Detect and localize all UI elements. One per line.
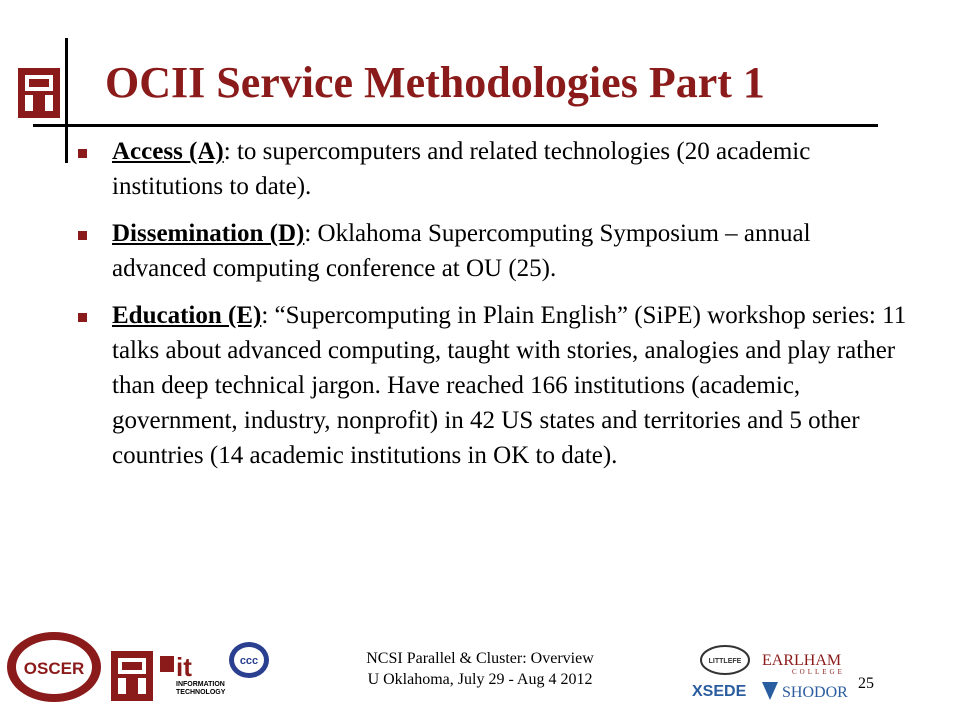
footer-line-2: U Oklahoma, July 29 - Aug 4 2012 [367, 671, 593, 688]
xsede-logo-text: XSEDE [692, 683, 747, 700]
ccc-logo-text: ccc [239, 655, 259, 667]
bullet-text: : to supercomputers and related technologies (20 academic institutions to date). [112, 138, 811, 200]
bullet-term: Dissemination (D) [112, 220, 305, 247]
slide-title: OCII Service Methodologies Part 1 [105, 58, 765, 107]
littlefe-logo-icon [700, 645, 750, 675]
xsede-logo-icon [690, 678, 760, 704]
bullet-list [78, 134, 908, 485]
it-logo-text-2: TECHNOLOGY [176, 689, 226, 696]
littlefe-logo-text: LITTLEFE [708, 658, 742, 665]
footer-caption [330, 648, 630, 690]
shodor-logo-icon [760, 678, 850, 704]
bullet-text: : Oklahoma Supercomputing Symposium – annual advanced computing conference at OU (25). [112, 220, 811, 282]
shodor-logo-text: SHODOR [782, 684, 848, 701]
ou-logo-icon [16, 66, 62, 120]
bullet-education [78, 298, 908, 473]
bullet-marker [78, 313, 87, 322]
earlham-logo-subtext: COLLEGE [792, 668, 845, 676]
bullet-dissemination [78, 216, 908, 286]
page-number: 25 [858, 675, 874, 692]
oscer-logo-icon [5, 630, 103, 704]
ou-footer-logo-icon [110, 650, 154, 702]
svg-text:it: it [176, 652, 192, 682]
bullet-marker [78, 149, 87, 158]
earlham-logo-text: EARLHAM [762, 652, 842, 669]
oscer-logo-text: OSCER [23, 659, 85, 678]
horizontal-rule [33, 124, 878, 127]
bullet-term: Access (A) [112, 138, 224, 165]
bullet-term: Education (E) [112, 302, 262, 329]
vertical-rule [65, 38, 68, 163]
it-logo-text-1: INFORMATION [176, 681, 225, 688]
footer-line-1: NCSI Parallel & Cluster: Overview [366, 650, 594, 667]
bullet-marker [78, 231, 87, 240]
bullet-access [78, 134, 908, 204]
it-logo-icon [160, 650, 226, 702]
bullet-text: : “Supercomputing in Plain English” (SiPE) workshop series: 11 talks about advanced computing, taught with stories, analogies and play rather than deep technical jargon. Have reached 166 institutions (academic, government, industry, nonprofit) in 42 US states and territories and 5 other countries (14 academic institutions in OK to date). [112, 302, 907, 469]
earlham-logo-icon [760, 650, 855, 676]
ccc-logo-icon [228, 641, 270, 679]
